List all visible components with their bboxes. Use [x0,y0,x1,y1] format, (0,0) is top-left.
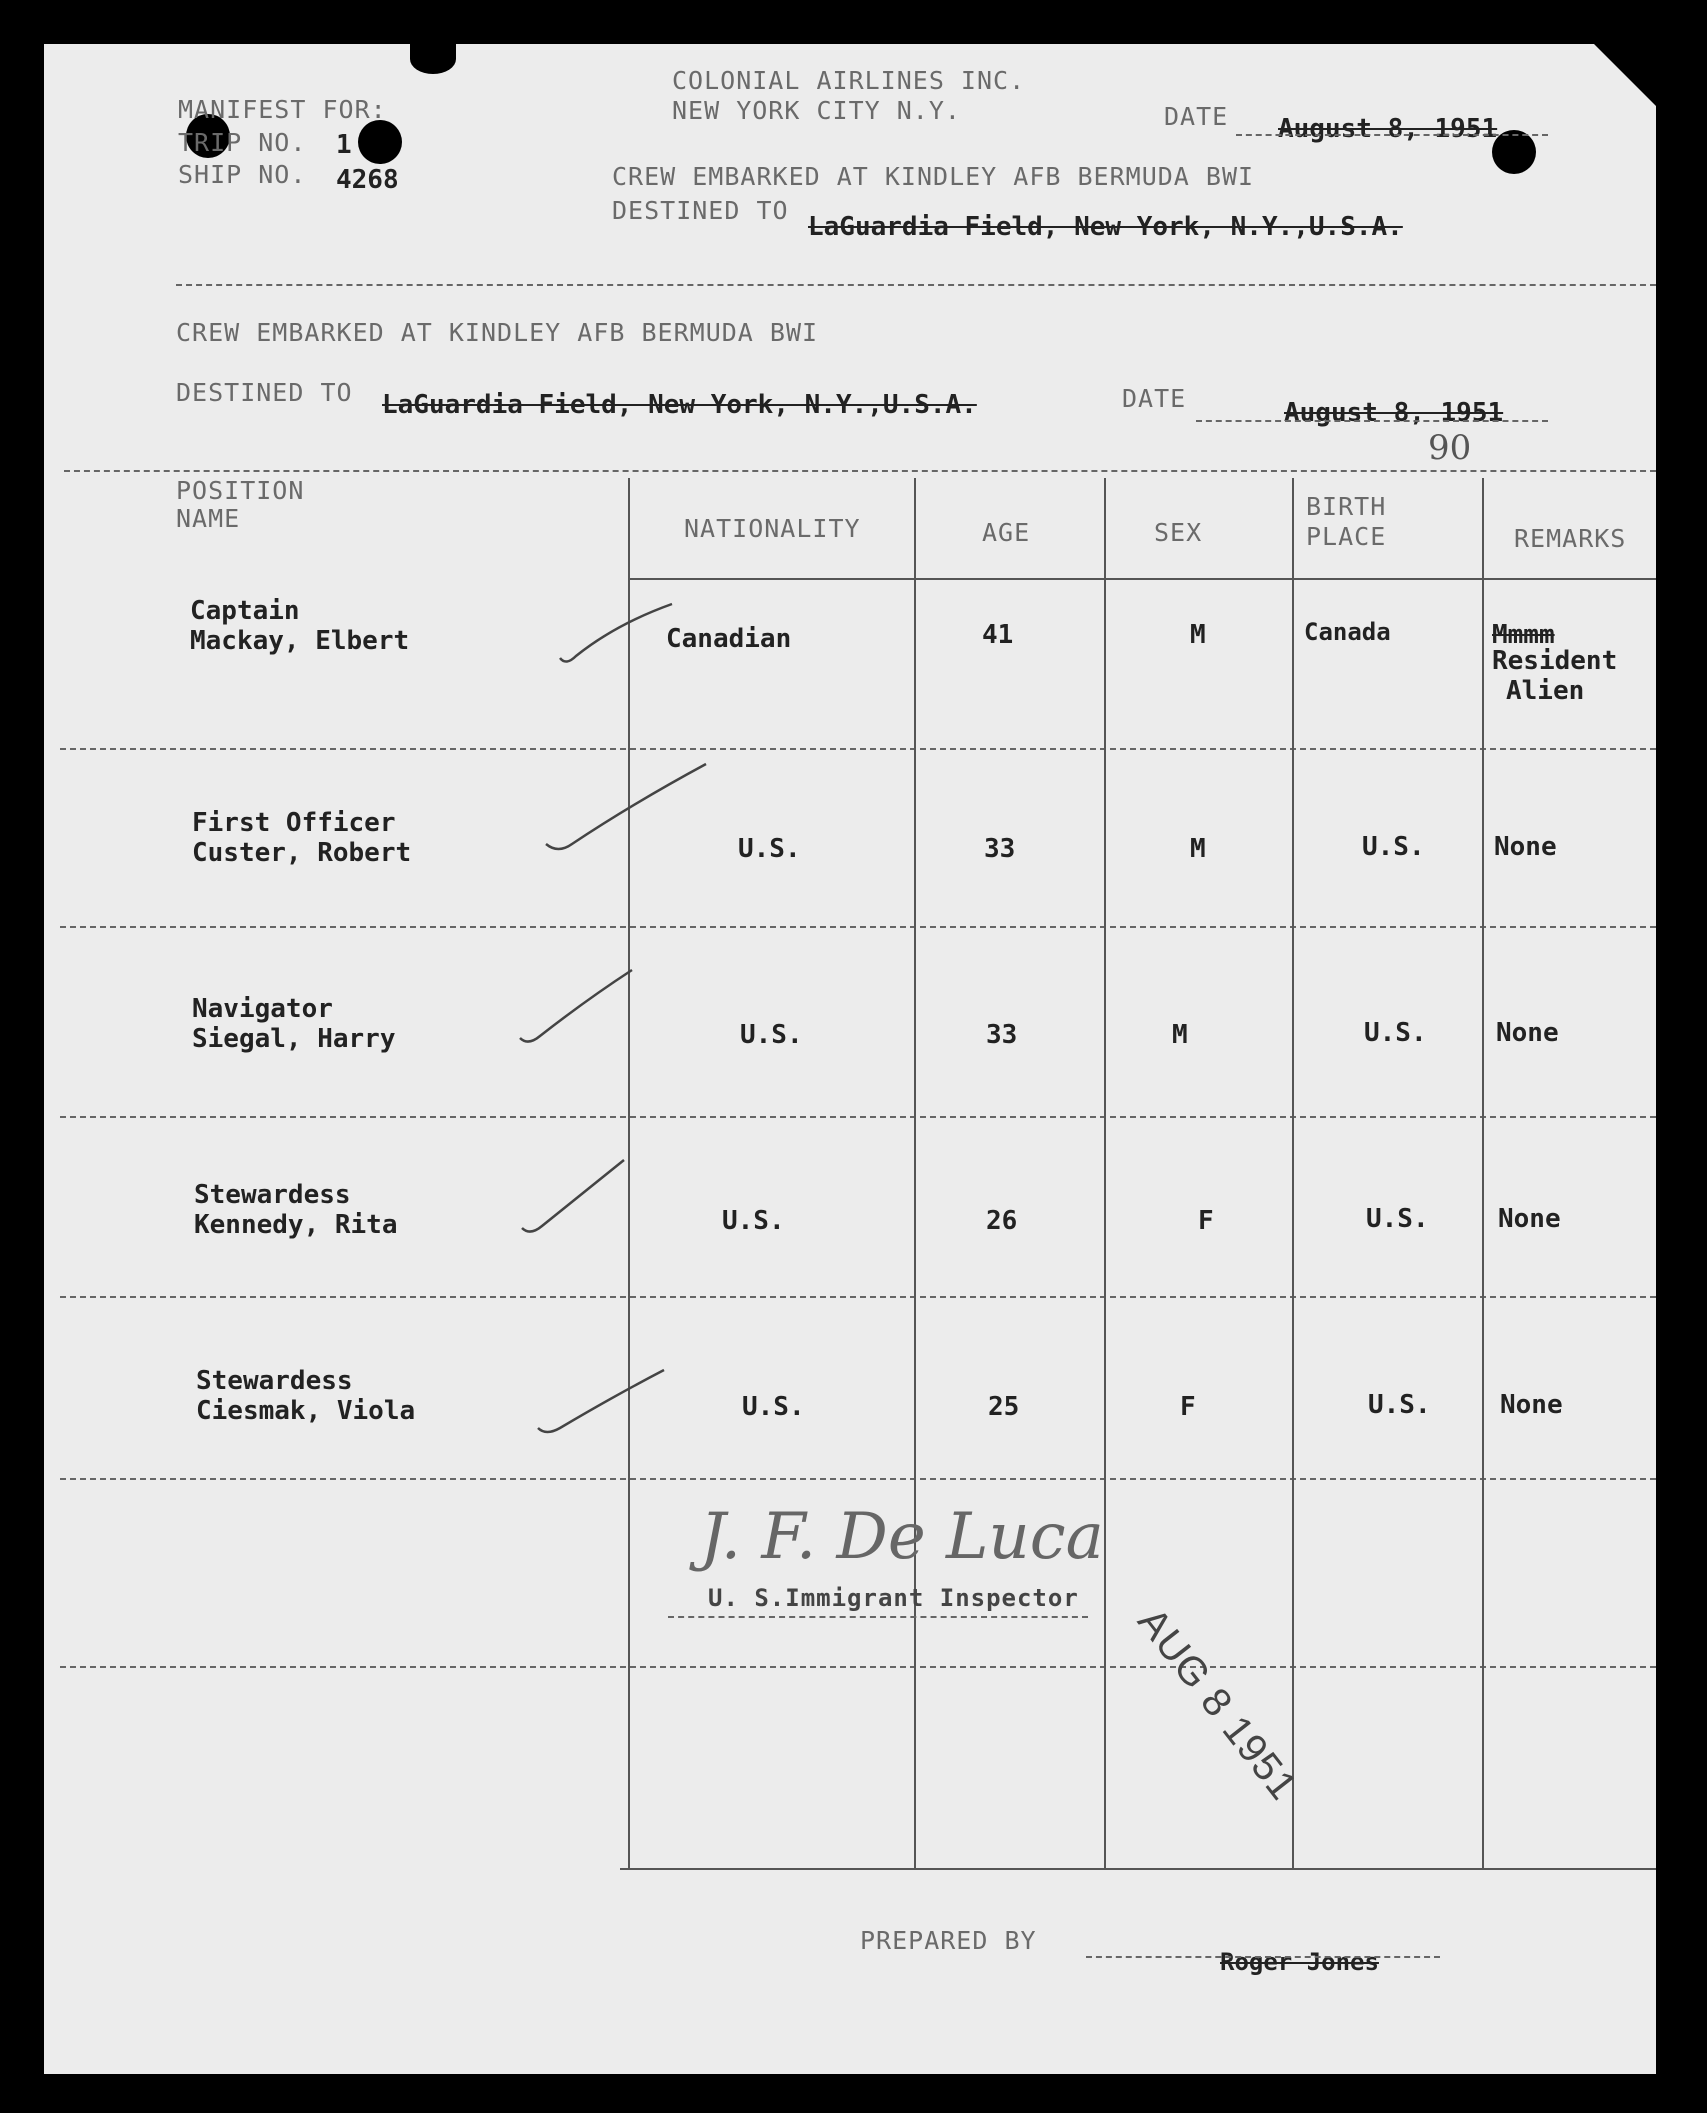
company-name: COLONIAL AIRLINES INC. [672,66,1026,95]
trip-no-label: TRIP NO. [178,128,307,157]
table-row-1-remarks-struck: Mmmm [1492,620,1555,650]
table-row-5-name: Ciesmak, Viola [196,1396,416,1426]
header-date-value: August 8, 1951 [1278,114,1498,144]
table-row-4-age: 26 [986,1206,1018,1236]
header-place: PLACE [1306,522,1387,551]
table-row-2-birthplace: U.S. [1362,832,1425,862]
table-row-1-birthplace: Canada [1304,618,1391,646]
table-row-3-sex: M [1172,1020,1188,1050]
header-remarks: REMARKS [1514,524,1627,553]
prepared-by-value: Roger Jones [1220,1948,1379,1976]
prepared-by-line [1086,1956,1440,1958]
date-stamp: AUG 8 1951 [1129,1600,1306,1809]
table-row-2-position: First Officer [192,808,396,838]
table-bottom-line [620,1868,1656,1870]
header-destined-value: LaGuardia Field, New York, N.Y.,U.S.A. [808,212,1403,242]
header-birth: BIRTH [1306,492,1387,521]
table-row-4-remarks: None [1498,1204,1561,1234]
table-row-4-birthplace: U.S. [1366,1204,1429,1234]
header-age: AGE [982,518,1031,547]
table-row-3-remarks: None [1496,1018,1559,1048]
table-row-5-age: 25 [988,1392,1020,1422]
trip-no-value: 1 [336,130,352,160]
table-row-5-remarks: None [1500,1390,1563,1420]
date-label: DATE [1122,384,1187,413]
date-line [1196,420,1548,422]
header-row-line [630,578,1656,580]
table-row-4-sex: F [1198,1206,1214,1236]
header-position: POSITION [176,476,305,505]
punch-hole-middle [358,120,402,164]
ship-no-value: 4268 [336,165,399,195]
table-row-1-sex: M [1190,620,1206,650]
crew-embarked: CREW EMBARKED AT KINDLEY AFB BERMUDA BWI [176,318,819,347]
col-divider-3 [1104,478,1106,1870]
table-row-1-age: 41 [982,620,1014,650]
row-line-6 [60,1666,1656,1668]
check-mark-icon [542,760,712,860]
table-row-3-name: Siegal, Harry [192,1024,396,1054]
table-row-2-remarks: None [1494,832,1557,862]
header-name: NAME [176,504,241,533]
table-row-1-name: Mackay, Elbert [190,626,410,656]
check-mark-icon [556,600,676,670]
ink-blot [410,44,456,74]
header-nationality: NATIONALITY [684,514,861,543]
table-row-5-position: Stewardess [196,1366,353,1396]
table-row-1-remarks: Resident [1492,646,1618,676]
table-row-5-birthplace: U.S. [1368,1390,1431,1420]
row-line-3 [60,1116,1656,1118]
check-mark-icon [516,966,636,1046]
check-mark-icon [518,1156,628,1236]
table-row-1-position: Captain [190,596,300,626]
check-mark-icon [534,1366,668,1436]
manifest-page [44,44,1656,2074]
punch-hole-right [1492,130,1536,174]
destined-label: DESTINED TO [176,378,353,407]
date-value: August 8, 1951 [1284,398,1504,428]
col-divider-5 [1482,478,1484,1870]
header-date-line [1236,134,1548,136]
page-number: 90 [1428,428,1472,468]
header-destined-label: DESTINED TO [612,196,789,225]
table-row-2-name: Custer, Robert [192,838,412,868]
table-row-2-nationality: U.S. [738,834,801,864]
table-row-3-nationality: U.S. [740,1020,803,1050]
company-city: NEW YORK CITY N.Y. [672,96,961,125]
table-row-2-age: 33 [984,834,1016,864]
inspector-signature: J. F. De Luca [700,1500,1104,1574]
col-divider-2 [914,478,916,1870]
inspector-title: U. S.Immigrant Inspector [708,1584,1079,1612]
table-top-line [64,470,1656,472]
table-row-5-sex: F [1180,1392,1196,1422]
table-row-4-nationality: U.S. [722,1206,785,1236]
destined-value: LaGuardia Field, New York, N.Y.,U.S.A. [382,390,977,420]
table-row-4-position: Stewardess [194,1180,351,1210]
table-row-1-remarks-2: Alien [1506,676,1585,706]
col-divider-4 [1292,478,1294,1870]
col-divider-1 [628,478,630,1870]
row-line-1 [60,748,1656,750]
table-row-4-name: Kennedy, Rita [194,1210,398,1240]
ship-no-label: SHIP NO. [178,160,307,189]
header-divider [176,284,1656,286]
row-line-5 [60,1478,1656,1480]
header-crew-embarked: CREW EMBARKED AT KINDLEY AFB BERMUDA BWI [612,162,1255,191]
torn-corner [1594,44,1656,106]
row-line-2 [60,926,1656,928]
prepared-by-label: PREPARED BY [860,1926,1037,1955]
manifest-for-label: MANIFEST FOR: [178,95,387,124]
table-row-3-age: 33 [986,1020,1018,1050]
inspector-line [668,1616,1088,1618]
header-date-label: DATE [1164,102,1229,131]
table-row-2-sex: M [1190,834,1206,864]
table-row-3-position: Navigator [192,994,333,1024]
row-line-4 [60,1296,1656,1298]
table-row-1-nationality: Canadian [666,624,792,654]
table-row-5-nationality: U.S. [742,1392,805,1422]
table-row-3-birthplace: U.S. [1364,1018,1427,1048]
header-sex: SEX [1154,518,1203,547]
